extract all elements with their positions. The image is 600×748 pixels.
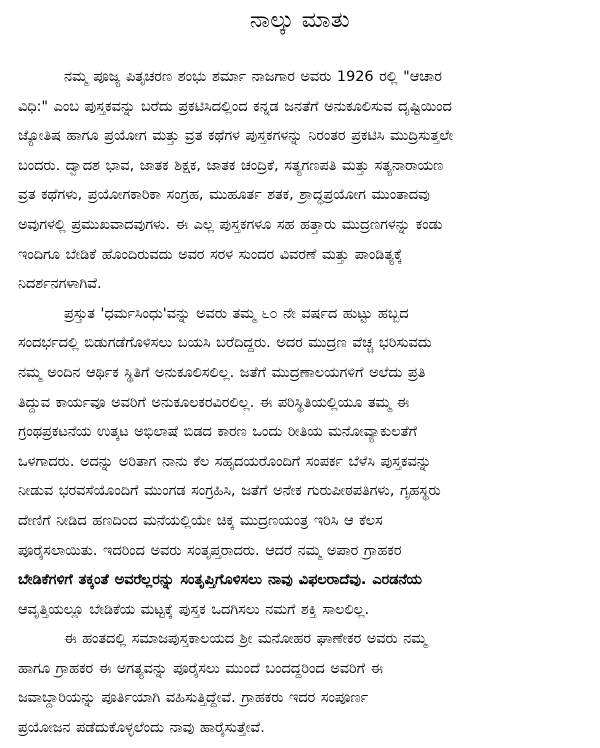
text-line: ತಿದ್ದುವ ಕಾರ್ಯವೂ ಅವರಿಗೆ ಅನುಕೂಲಕರವಿರಲಿಲ್ಲ. ಈ ಪರಿಸ್ಥಿತಿಯಲ್ಲಿಯೂ ತಮ್ಮ ಈ (18, 394, 410, 411)
paragraph-2 (18, 300, 582, 626)
text-line: ವ್ರತ ಕಥೆಗಳು, ಪ್ರಯೋಗಕಾರಿಕಾ ಸಂಗ್ರಹ, ಮುಹೂರ್ತ ಶತಕ, ಶ್ರಾದ್ಧಪ್ರಯೋಗ ಮುಂತಾದವು (18, 187, 430, 204)
text-line: ಆವೃತ್ತಿಯಲ್ಲೂ ಬೇಡಿಕೆಯ ಮಟ್ಟಕ್ಕೆ ಪುಸ್ತಕ ಒದಗಿಸಲು ನಮಗೆ ಶಕ್ತಿ ಸಾಲಲಿಲ್ಲ. (18, 601, 370, 618)
text-line: ವಿಧಿ:" ಎಂಬ ಪುಸ್ತಕವನ್ನು ಬರೆದು ಪ್ರಕಟಿಸಿದಲ್ಲಿಂದ ಕನ್ನಡ ಜನತೆಗೆ ಅನುಕೂಲಿಸುವ ದೃಷ್ಟಿಯಿಂದ (18, 98, 452, 115)
text-line: ಬೇಡಿಕೆಗಳಿಗೆ ತಕ್ಕಂತೆ ಅವರೆಲ್ಲರನ್ನು ಸಂತೃಪ್ತಿಗೊಳಿಸಲು ನಾವು ವಿಫಲರಾದೆವು. ಎರಡನೆಯ (18, 572, 422, 589)
text-line: ಅವುಗಳಲ್ಲಿ ಪ್ರಮುಖವಾದವುಗಳು. ಈ ಎಲ್ಲ ಪುಸ್ತಕಗಳೂ ಸಹ ಹತ್ತಾರು ಮುದ್ರಣಗಳನ್ನು ಕಂಡು (18, 216, 443, 233)
text-line: ಈ ಹಂತದಲ್ಲಿ ಸಮಾಜಪುಸ್ತಕಾಲಯದ ಶ್ರೀ ಮನೋಹರ ಘಾಣೇಕರ ಅವರು ನಮ್ಮ (64, 631, 427, 648)
text-line: ಪ್ರಸ್ತುತ 'ಧರ್ಮಸಿಂಧು'ವನ್ನು ಅವರು ತಮ್ಮ ೬೦ ನೇ ವರ್ಷದ ಹುಟ್ಟು ಹಬ್ಬದ (64, 305, 409, 322)
text-line: ಪ್ರಯೋಜನ ಪಡೆದುಕೊಳ್ಳಲೆಂದು ನಾವು ಹಾರೈಸುತ್ತೇವೆ. (18, 720, 265, 737)
text-line: ಗ್ರಂಥಪ್ರಕಟನೆಯ ಉತ್ಕಟ ಅಭಿಲಾಷೆ ಬಿಡದ ಕಾರಣ ಒಂದು ರೀತಿಯ ಮನೋವ್ಯಾಕುಲತೆಗೆ (18, 424, 418, 441)
text-line: ಒಳಗಾದರು. ಅದನ್ನು ಅರಿತಾಗ ನಾನು ಕೆಲ ಸಹೃದಯರೊಂದಿಗೆ ಸಂಪರ್ಕ ಬೆಳೆಸಿ ಪುಸ್ತಕವನ್ನು (18, 453, 432, 470)
text-line: ಹಾಗೂ ಗ್ರಾಹಕರ ಈ ಅಗತ್ಯವನ್ನು ಪೂರೈಸಲು ಮುಂದೆ ಬಂದದ್ದರಿಂದ ಅವರಿಗೆ ಈ (18, 660, 384, 677)
text-line: ನಮ್ಮ ಪೂಜ್ಯ ಪಿತೃಚರಣ ಶಂಭು ಶರ್ಮಾ ನಾಜಗಾರ ಅವರು 1926 ರಲ್ಲಿ "ಆಚಾರ (64, 69, 442, 85)
text-line: ಪೂರೈಸಲಾಯಿತು. ಇದರಿಂದ ಅವರು ಸಂತೃಪ್ತರಾದರು. ಆದರೆ ನಮ್ಮ ಅಪಾರ ಗ್ರಾಹಕರ (18, 542, 402, 559)
paragraph-3 (18, 625, 582, 743)
text-line: ನೀಡುವ ಭರವಸೆಯೊಂದಿಗೆ ಮುಂಗಡ ಸಂಗ್ರಹಿಸಿ, ಜತೆಗೆ ಅನೇಕ ಗುರುಪೀಠಪತಿಗಳು, ಗೃಹಸ್ಥರು (18, 483, 441, 500)
text-line: ಬಂದರು. ದ್ವಾದಶ ಭಾವ, ಜಾತಕ ಶಿಕ್ಷಕ, ಜಾತಕ ಚಂದ್ರಿಕೆ, ಸತ್ಯಗಣಪತಿ ಮತ್ತು ಸತ್ಯನಾರಾಯಣ (18, 157, 444, 174)
paragraph-1 (18, 63, 582, 300)
text-line: ಇಂದಿಗೂ ಬೇಡಿಕೆ ಹೊಂದಿರುವದು ಅವರ ಸರಳ ಸುಂದರ ವಿವರಣೆ ಮತ್ತು ಪಾಂಡಿತ್ಯಕ್ಕೆ (18, 246, 403, 263)
page-title: ನಾಲ್ಕು ಮಾತು (249, 8, 351, 33)
text-line: ಸಂದರ್ಭದಲ್ಲಿ ಬಿಡುಗಡೆಗೊಳಿಸಲು ಬಯಸಿ ಬರೆದಿದ್ದರು. ಅದರ ಮುದ್ರಣ ವೆಚ್ಚ ಭರಿಸುವದು (18, 335, 432, 352)
text-line: ಜವಾಬ್ದಾರಿಯನ್ನು ಪೂರ್ತಿಯಾಗಿ ವಹಿಸುತ್ತಿದ್ದೇವೆ. ಗ್ರಾಹಕರು ಇದರ ಸಂಪೂರ್ಣ (18, 690, 369, 707)
text-line: ದೇಣಿಗೆ ನೀಡಿದ ಹಣದಿಂದ ಮನೆಯಲ್ಲಿಯೇ ಚಿಕ್ಕ ಮುದ್ರಣಯಂತ್ರ ಇರಿಸಿ ಆ ಕೆಲಸ (18, 512, 383, 529)
text-line: ನಿದರ್ಶನಗಳಾಗಿವೆ. (18, 276, 102, 293)
text-line: ಜ್ಯೋತಿಷ ಹಾಗೂ ಪ್ರಯೋಗ ಮತ್ತು ವ್ರತ ಕಥೆಗಳ ಪುಸ್ತಕಗಳನ್ನು ನಿರಂತರ ಪ್ರಕಟಿಸಿ ಮುದ್ರಿಸುತ್ತಲೇ (18, 128, 454, 145)
text-line: ನಮ್ಮ ಅಂದಿನ ಆರ್ಥಿಕ ಸ್ಥಿತಿಗೆ ಅನುಕೂಲಿಸಲಿಲ್ಲ. ಜತೆಗೆ ಮುದ್ರಣಾಲಯಗಳಿಗೆ ಅಲೆದು ಪ್ರತಿ (18, 364, 426, 381)
